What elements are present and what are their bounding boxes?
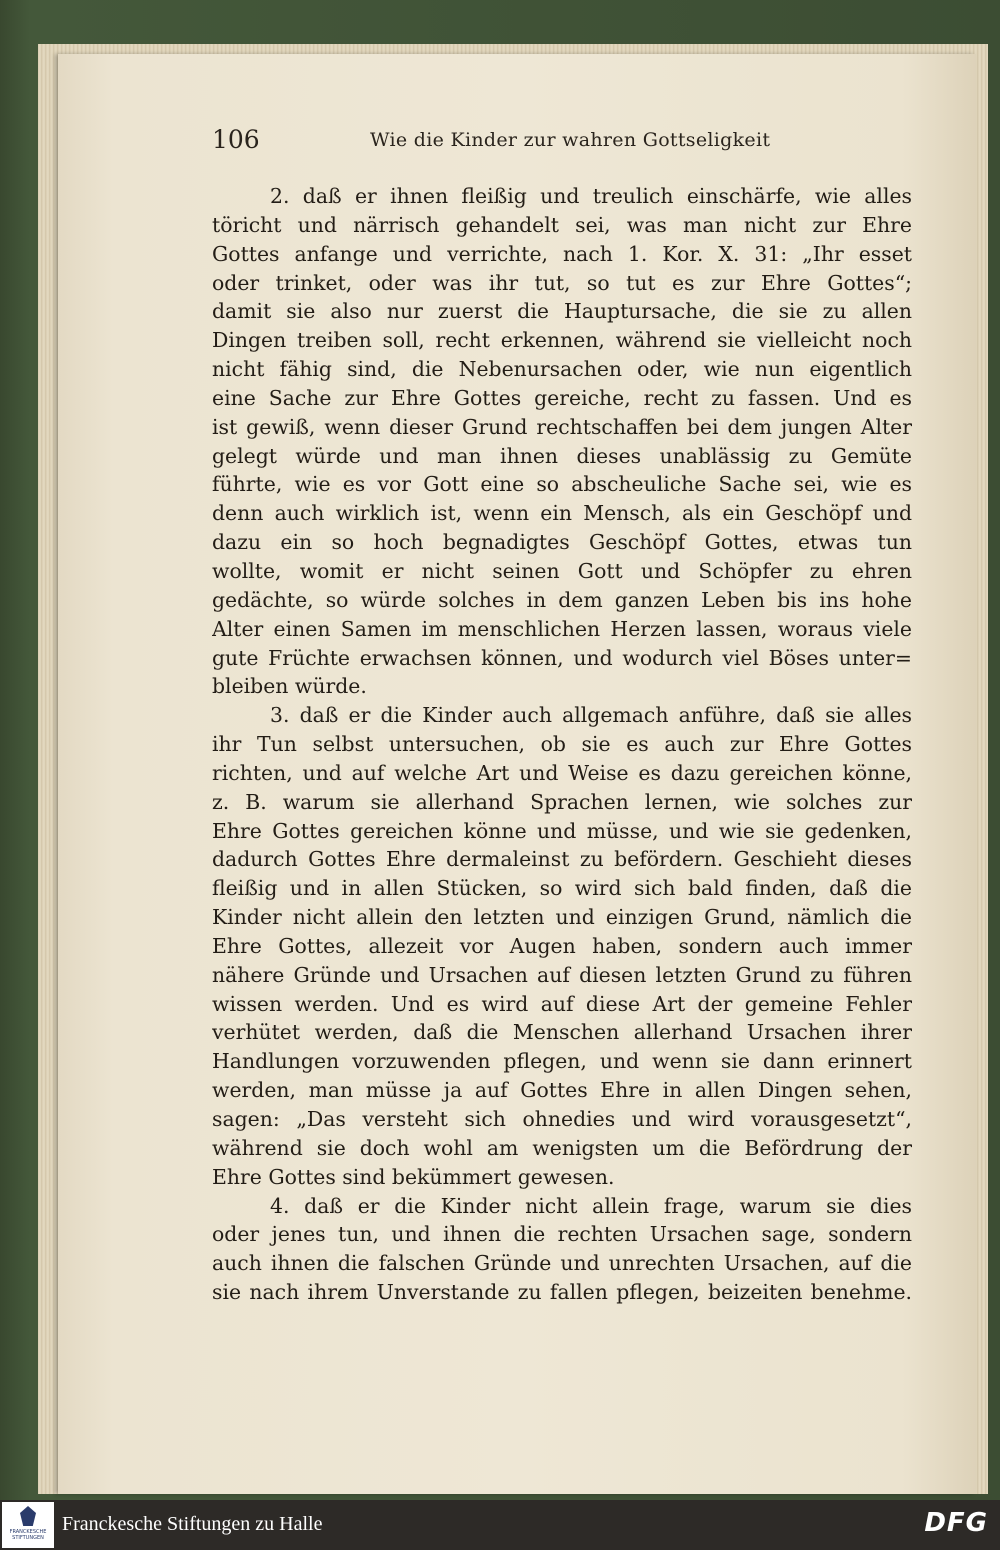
text-line: auch ihnen die falschen Gründe und unrechten Ursachen, auf die [212,1251,912,1276]
text-line: oder trinket, oder was ihr tut, so tut es zur Ehre Gottes“; [212,270,912,295]
text-line: sie nach ihrem Unverstande zu fallen pflegen, beizeiten benehme. [212,1280,912,1305]
text-line: Kinder nicht allein den letzten und einzigen Grund, nämlich die [212,905,912,930]
text-line: Ehre Gottes sind bekümmert gewesen. [212,1164,615,1189]
text-line: dazu ein so hoch begnadigtes Geschöpf Gottes, etwas tun [212,530,912,555]
text-line: werden, man müsse ja auf Gottes Ehre in allen Dingen sehen, [212,1078,912,1103]
text-line: damit sie also nur zuerst die Hauptursache, die sie zu allen [212,299,912,324]
text-line: ist gewiß, wenn dieser Grund rechtschaffen bei dem jungen Alter [212,414,912,439]
text-line: eine Sache zur Ehre Gottes gereiche, recht zu fassen. Und es [212,385,912,410]
text-line: fleißig und in allen Stücken, so wird sich bald finden, daß die [212,876,912,901]
dfg-logo[interactable]: DFG [924,1508,988,1538]
text-line: verhütet werden, daß die Menschen allerhand Ursachen ihrer [212,1020,912,1045]
page-number: 106 [212,125,260,154]
text-line: Gottes anfange und verrichte, nach 1. Kor. X. 31: „Ihr esset [212,241,912,266]
text-line: Ehre Gottes gereichen könne und müsse, und wie sie gedenken, [212,818,912,843]
text-line: gedächte, so würde solches in dem ganzen Leben bis ins hohe [212,587,912,612]
logo-text: FRANCKESCHE STIFTUNGEN [9,1529,47,1541]
text-line: bleiben würde. [212,674,367,699]
text-line: wollte, womit er nicht seinen Gott und Schöpfer zu ehren [212,558,912,583]
page-header [212,125,912,165]
text-line: Dingen treiben soll, recht erkennen, während sie vielleicht noch [212,328,912,353]
text-line: nicht fähig sind, die Nebenursachen oder, wie nun eigentlich [212,357,912,382]
text-line: während sie doch wohl am wenigsten um die Befördrung der [212,1135,912,1160]
text-line: wissen werden. Und es wird auf diese Art der gemeine Fehler [212,991,912,1016]
text-line: sagen: „Das versteht sich ohnedies und wird vorausgesetzt“, [212,1107,912,1131]
running-title: Wie die Kinder zur wahren Gottseligkeit [370,129,771,151]
text-line: richten, und auf welche Art und Weise es dazu gereichen könne, [212,760,912,785]
body-text [212,182,912,1307]
text-line: 2. daß er ihnen fleißig und treulich einschärfe, wie alles [270,184,912,208]
text-line: Handlungen vorzuwenden pflegen, und wenn sie dann erinnert [212,1049,912,1074]
text-line: 4. daß er die Kinder nicht allein frage, warum sie dies [270,1193,912,1218]
text-line: ihr Tun selbst untersuchen, ob sie es auch zur Ehre Gottes [212,732,912,757]
text-line: gelegt würde und man ihnen dieses unablässig zu Gemüte [212,443,912,468]
text-line: 3. daß er die Kinder auch allgemach anführe, daß sie alles [270,703,912,728]
text-line: gute Früchte erwachsen können, und wodurch viel Böses unter= [212,645,912,670]
building-icon [20,1506,36,1526]
text-line: Alter einen Samen im menschlichen Herzen lassen, woraus viele [212,616,912,641]
text-line: Ehre Gottes, allezeit vor Augen haben, sondern auch immer [212,933,912,958]
text-line: töricht und närrisch gehandelt sei, was man nicht zur Ehre [212,212,912,237]
text-line: dadurch Gottes Ehre dermaleinst zu befördern. Geschieht dieses [212,847,912,872]
text-line: denn auch wirklich ist, wenn ein Mensch, als ein Geschöpf und [212,501,912,526]
institution-name[interactable]: Franckesche Stiftungen zu Halle [62,1513,323,1535]
text-line: nähere Gründe und Ursachen auf diesen letzten Grund zu führen [212,962,912,987]
text-line: z. B. warum sie allerhand Sprachen lernen, wie solches zur [212,789,912,814]
text-line: führte, wie es vor Gott eine so abscheuliche Sache sei, wie es [212,472,912,497]
text-line: oder jenes tun, und ihnen die rechten Ursachen sage, sondern [212,1222,912,1247]
institution-logo[interactable] [2,1502,54,1548]
